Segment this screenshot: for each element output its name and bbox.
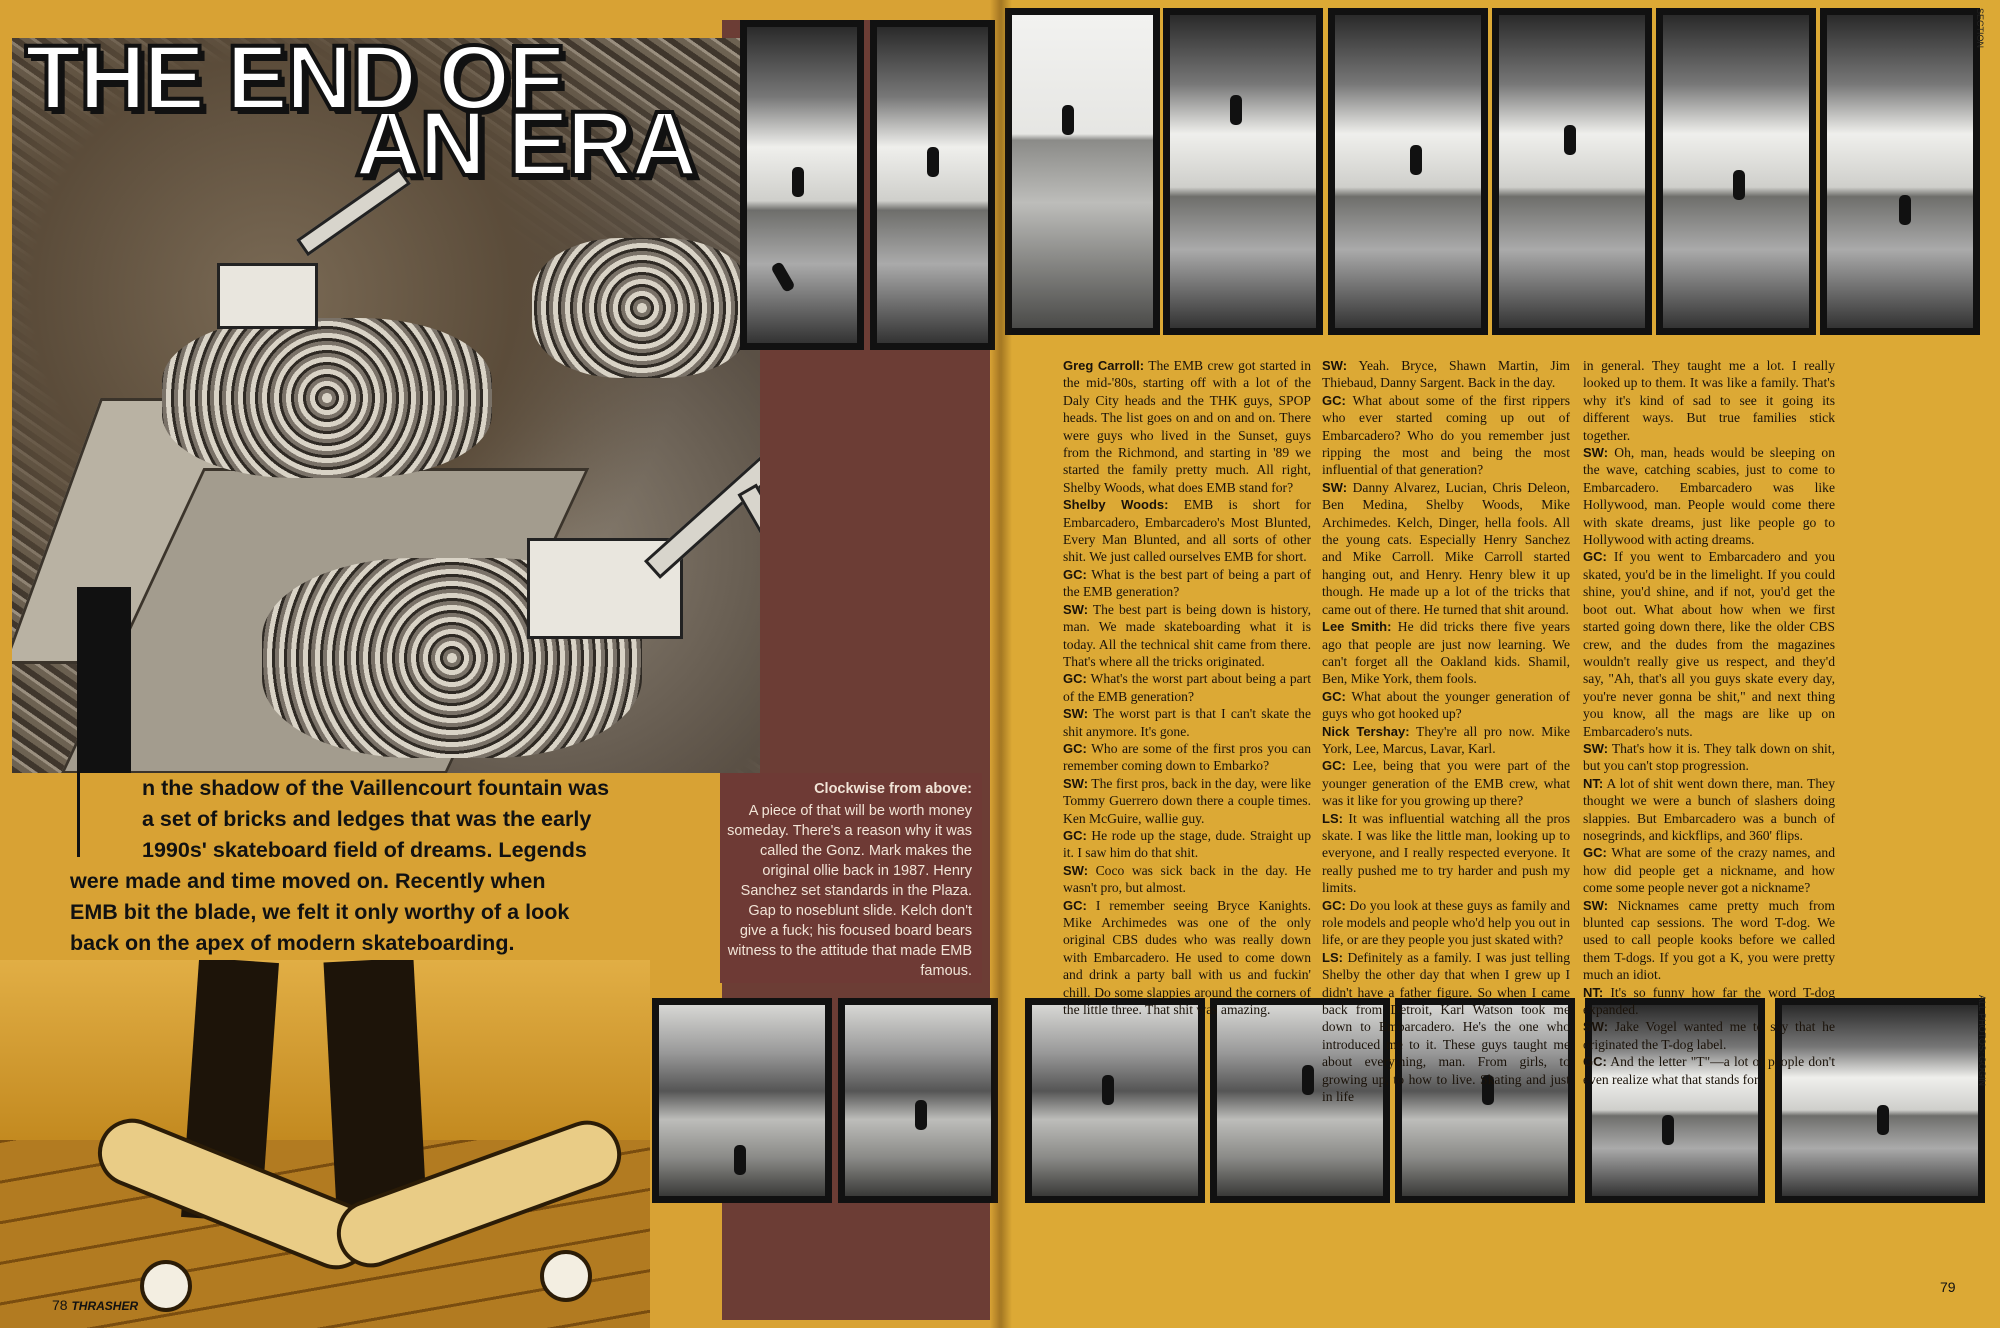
intro-paragraph	[70, 773, 695, 959]
speaker-name: GC:	[1322, 688, 1346, 704]
photo-frame	[1005, 8, 1160, 335]
speaker-name: GC:	[1583, 845, 1607, 861]
article-paragraph	[1322, 688, 1570, 723]
skater-figure	[1102, 1075, 1114, 1105]
title-line-2: AN ERA	[355, 93, 696, 195]
photo-frame	[870, 20, 995, 350]
speaker-text: Lee, being that you were part of the younger generation of the EMB crew, what was it like for you growing up there?	[1322, 758, 1570, 809]
speaker-text: The best part is being down is history, man. We made skateboarding what it is today. All the technical shit came from there. That's where all the tricks originated.	[1063, 601, 1311, 669]
skater-figure	[792, 167, 804, 197]
page-gutter	[990, 0, 1012, 1328]
photo-skater	[747, 27, 857, 343]
speaker-name: NT:	[1583, 775, 1604, 791]
speaker-text: I remember seeing Bryce Kanights. Mike Archimedes was one of the only original CBS dudes who was really down with Embarcadero. He used to come down and drink a party ball with us and fuckin' chill. Do some slappies around the corners of the little three. That shit was amazing.	[1063, 897, 1311, 1018]
page-number-right: 79	[1940, 1279, 1956, 1295]
speaker-text: Coco was sick back in the day. He wasn't pro, but almost.	[1063, 862, 1311, 896]
speaker-text: If you went to Embarcadero and you skated, you'd be in the limelight. If you could shine, you'd shine, and if not, you'd get the boot out. What about how when we first started going down there, like the older CBS crew, and the dudes from the magazines wouldn't really give us respect, and they'd say, "Ah, that's all you guys skate every day, you're never gonna be shit," and next thing you know, all the mags are like up on Embarcadero's nuts.	[1583, 549, 1835, 739]
speaker-name: SW:	[1063, 862, 1089, 878]
speaker-name: GC:	[1063, 671, 1087, 687]
skater-figure	[770, 261, 795, 293]
speaker-text: What are some of the crazy names, and how did people get a nickname, and how come some people never got a nickname?	[1583, 845, 1835, 896]
speaker-name: SW:	[1583, 740, 1609, 756]
speaker-name: SW:	[1583, 1019, 1609, 1035]
article-paragraph	[1583, 1018, 1835, 1053]
article-paragraph	[1322, 479, 1570, 618]
speaker-name: GC:	[1322, 897, 1346, 913]
intro-line: a set of bricks and ledges that was the early	[142, 807, 592, 831]
photo-frame	[1025, 998, 1205, 1203]
article-paragraph	[1063, 357, 1311, 496]
photo-skater	[1032, 1005, 1198, 1196]
photo-frame	[740, 20, 864, 350]
speaker-text: They're all pro now. Mike York, Lee, Marcus, Lavar, Karl.	[1322, 723, 1570, 756]
article-paragraph	[1063, 827, 1311, 862]
rubble-pile	[532, 238, 752, 378]
skater-figure	[927, 147, 939, 177]
article-paragraph	[1063, 566, 1311, 601]
article-paragraph	[1583, 844, 1835, 896]
article-paragraph	[1063, 705, 1311, 740]
article-paragraph	[1063, 862, 1311, 897]
speaker-name: LS:	[1322, 949, 1343, 965]
skater-figure	[1733, 170, 1745, 200]
article-paragraph	[1322, 897, 1570, 949]
speaker-text: The worst part is that I can't skate the shit anymore. It's gone.	[1063, 706, 1311, 739]
article-paragraph	[1063, 670, 1311, 705]
article-paragraph	[1322, 810, 1570, 897]
skater-figure	[1662, 1115, 1674, 1145]
speaker-text: Definitely as a family. I was just telling Shelby the other day that when I grew up I didn't have a father figure. So when I came back from Detroit, Karl Watson took me down to Embarcadero. He's the one who introduced me to it. These guys taught me about everything, man. From girls, to growing up, to how to live. Skating and just in life	[1322, 949, 1570, 1105]
magazine-name: THRASHER	[71, 1299, 139, 1313]
speaker-name: SW:	[1583, 445, 1609, 461]
excavator-upper	[217, 263, 318, 329]
speaker-text: A lot of shit went down there, man. They thought we were a bunch of slashers doing slappies. But Embarcadero was a bunch of nosegrinds, and kickflips, and 360' flips.	[1583, 775, 1835, 843]
speaker-name: SW:	[1063, 601, 1089, 617]
skater-figure	[1899, 195, 1911, 225]
skateboard-wheel	[540, 1250, 592, 1302]
photo-frame	[1328, 8, 1488, 335]
photo-caption	[720, 773, 982, 983]
speaker-name: GC:	[1583, 1054, 1607, 1070]
article-paragraph	[1063, 897, 1311, 1019]
speaker-name: NT:	[1583, 984, 1604, 1000]
article-paragraph	[1063, 740, 1311, 775]
speaker-text: He rode up the stage, dude. Straight up it. I saw him do that shit.	[1063, 827, 1311, 861]
speaker-text: It was influential watching all the pros skate. I was like the little man, looking up to everyone, and I really respected everyone. It really pushed me to try harder and push my limits.	[1322, 810, 1570, 896]
photo-frame	[1820, 8, 1980, 335]
speaker-text: Who are some of the first pros you can remember coming down to Embarko?	[1063, 740, 1311, 774]
speaker-name: GC:	[1322, 758, 1346, 774]
article-column-2	[1322, 357, 1570, 1105]
excavator-arm	[737, 484, 760, 552]
speaker-text: Jake Vogel wanted me to say that he originated the T-dog label.	[1583, 1019, 1835, 1052]
folio-left	[52, 1297, 138, 1313]
intro-line: EMB bit the blade, we felt it only worthy of a look	[70, 900, 570, 924]
speaker-name: Lee Smith:	[1322, 619, 1392, 635]
article-paragraph	[1322, 949, 1570, 1106]
photo-frame	[1656, 8, 1816, 335]
speaker-name: GC:	[1322, 392, 1346, 408]
speaker-text: It's so funny how far the word T-dog expanded.	[1583, 984, 1835, 1018]
photo-frame	[1163, 8, 1323, 335]
speaker-name: GC:	[1063, 566, 1087, 582]
skater-figure	[734, 1145, 746, 1175]
speaker-name: SW:	[1322, 479, 1348, 495]
photo-skater	[1335, 15, 1481, 328]
speaker-text: in general. They taught me a lot. I really looked up to them. It was like a family. That's why it's kind of sad to see it going its different ways. But true families stick together.	[1583, 358, 1835, 443]
speaker-text: What's the worst part about being a part of the EMB generation?	[1063, 671, 1311, 704]
page-number-left: 78	[52, 1297, 68, 1313]
speaker-name: GC:	[1583, 549, 1607, 565]
article-column-3	[1583, 357, 1835, 1088]
skater-figure	[915, 1100, 927, 1130]
speaker-text: EMB is short for Embarcadero, Embarcadero's Most Blunted, Every Man Blunted, and all sorts of other shit. We just called ourselves EMB for short.	[1063, 497, 1312, 565]
speaker-text: Yeah. Bryce, Shawn Martin, Jim Thiebaud, Danny Sargent. Back in the day.	[1322, 358, 1570, 391]
article-paragraph	[1583, 548, 1835, 739]
photo-frame	[1492, 8, 1652, 335]
speaker-text: Do you look at these guys as family and role models and people who'd help you out in life, or are they people you just skated with?	[1322, 897, 1570, 948]
speaker-text: Danny Alvarez, Lucian, Chris Deleon, Ben Medina, Shelby Woods, Mike Archimedes. Kelch, Dinger, hella fools. All the young cats. Especially Henry Sanchez and Mike Carroll. Mike Carroll started hanging out, and Henry. Henry blew it up though. He made up a lot of the tricks that came out of there. He turned that shit around.	[1322, 479, 1570, 617]
speaker-text: The first pros, back in the day, were like Tommy Guerrero down there a couple times. Ken McGuire, wallie guy.	[1063, 775, 1311, 826]
speaker-name: Shelby Woods:	[1063, 497, 1169, 513]
intro-line: back on the apex of modern skateboarding.	[70, 931, 515, 955]
speaker-name: GC:	[1063, 897, 1087, 913]
excavator-arm	[644, 457, 760, 579]
skater-figure	[1564, 125, 1576, 155]
article-paragraph	[1063, 601, 1311, 671]
speaker-text: What about some of the first rippers who ever started coming up out of Embarcadero? Who do you remember just ripping the most and being the most influential of that generation?	[1322, 392, 1570, 478]
photo-broken-skateboard	[0, 960, 650, 1328]
photo-skater	[659, 1005, 825, 1196]
article-paragraph	[1063, 496, 1311, 566]
article-paragraph	[1322, 392, 1570, 479]
section-credit: SECTION	[1975, 8, 1985, 49]
skater-figure	[1062, 105, 1074, 135]
article-paragraph	[1322, 618, 1570, 688]
caption-title: Clockwise from above:	[814, 781, 972, 797]
skater-figure	[1230, 95, 1242, 125]
speaker-text: What about the younger generation of guys who got hooked up?	[1322, 688, 1570, 722]
photo-skater	[1170, 15, 1316, 328]
article-paragraph	[1322, 723, 1570, 758]
article-paragraph	[1583, 740, 1835, 775]
speaker-name: Greg Carroll:	[1063, 358, 1145, 373]
skater-figure	[1302, 1065, 1314, 1095]
speaker-text: Oh, man, heads would be sleeping on the wave, catching scabies, just to come to Embarcadero. Embarcadero was like Hollywood, man. People would come there with skate dreams, just like people go to Hollywood with acting dreams.	[1583, 445, 1835, 548]
speaker-name: SW:	[1583, 897, 1609, 913]
photo-skater	[1499, 15, 1645, 328]
photo-frame	[652, 998, 832, 1203]
caption-text: A piece of that will be worth money someday. There's a reason why it was called the Gonz. Mark makes the original ollie back in 1987. Henry Sanchez set standards in the Plaza. Gap to noseblunt slide. Kelch don't give a fuck; his focused board bears witness to the attitude that made EMB famous.	[727, 803, 972, 979]
skateboard-wheel	[140, 1260, 192, 1312]
speaker-text: Nicknames came pretty much from blunted cap sessions. The word T-dog. We used to call people kooks before we called them T-dogs. If you got a K, you were pretty much an idiot.	[1583, 897, 1835, 983]
article-paragraph	[1322, 357, 1570, 392]
photo-skater	[877, 27, 988, 343]
speaker-name: SW:	[1063, 775, 1089, 791]
speaker-text: He did tricks there five years ago that people are just now learning. We can't forget all the Oakland kids. Shamil, Ben, Mike York, them fools.	[1322, 619, 1570, 687]
photo-credit: ALL PHOTOS: GOGIN	[1977, 995, 1987, 1087]
intro-line: 1990s' skateboard field of dreams. Legends	[142, 838, 587, 862]
article-paragraph	[1583, 984, 1835, 1019]
article-paragraph	[1583, 897, 1835, 984]
folio-right	[1940, 1279, 1956, 1295]
article-column-1	[1063, 357, 1311, 1018]
rubble-pile	[162, 318, 492, 478]
article-paragraph	[1322, 757, 1570, 809]
title-line-1: THE END OF	[25, 27, 563, 129]
article-paragraph	[1583, 775, 1835, 845]
photo-skater	[1827, 15, 1973, 328]
photo-skater	[845, 1005, 991, 1196]
intro-line: were made and time moved on. Recently when	[70, 869, 546, 893]
article-paragraph	[1583, 357, 1835, 444]
article-paragraph	[1063, 775, 1311, 827]
skater-figure	[1877, 1105, 1889, 1135]
skater-leg	[324, 960, 427, 1212]
speaker-text: And the letter "T"—a lot of people don't even realize what that stands for.	[1583, 1054, 1835, 1087]
speaker-text: That's how it is. They talk down on shit, but you can't stop progression.	[1583, 740, 1835, 774]
intro-line: n the shadow of the Vaillencourt fountain was	[142, 776, 610, 800]
speaker-name: LS:	[1322, 810, 1343, 826]
photo-skater	[1663, 15, 1809, 328]
speaker-name: GC:	[1063, 827, 1087, 843]
speaker-name: SW:	[1322, 358, 1348, 373]
speaker-name: Nick Tershay:	[1322, 723, 1410, 739]
skater-figure	[1410, 145, 1422, 175]
speaker-text: The EMB crew got started in the mid-'80s, starting off with a lot of the Daly City heads and the THK guys, SPOP heads. The list goes on and on and on. There were guys who lived in the Sunset, guys from the Richmond, and starting in '89 we started the family pretty much. All right, Shelby Woods, what does EMB stand for?	[1063, 358, 1312, 495]
speaker-name: SW:	[1063, 706, 1089, 722]
speaker-text: What is the best part of being a part of the EMB generation?	[1063, 566, 1311, 600]
article-paragraph	[1583, 1053, 1835, 1088]
speaker-name: GC:	[1063, 740, 1087, 756]
photo-frame	[838, 998, 998, 1203]
article-paragraph	[1583, 444, 1835, 548]
photo-skater	[1012, 15, 1153, 328]
